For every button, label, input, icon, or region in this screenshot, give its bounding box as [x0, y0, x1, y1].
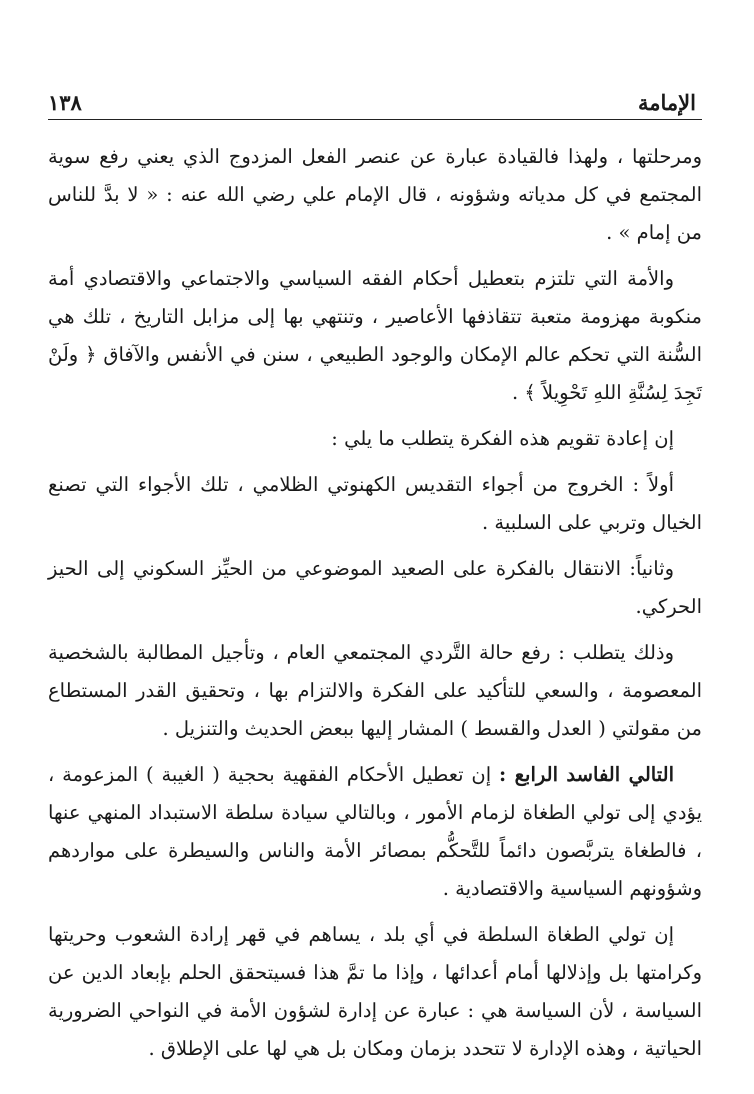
- paragraph-text: إن تعطيل الأحكام الفقهية بحجية ( الغيبة ) المزعومة ، يؤدي إلى تولي الطغاة لزمام الأمور ، وبالتالي سيادة سلطة الاستبداد المنهي عنها ، فالطغاة يتربَّصون دائماً للتَّحكُّم بمصائر الأمة والناس والسيطرة على مواردهم وشؤونهم السياسية والاقتصادية .: [48, 763, 702, 900]
- paragraph-7: [48, 756, 702, 908]
- paragraph-text: وثانياً: الانتقال بالفكرة على الصعيد الموضوعي من الحيِّز السكوني إلى الحيز الحركي.: [48, 557, 702, 618]
- book-page: [48, 0, 702, 1094]
- running-title: الإمامة: [638, 90, 696, 115]
- paragraph-text: والأمة التي تلتزم بتعطيل أحكام الفقه السياسي والاجتماعي والاقتصادي أمة منكوبة مهزومة متعبة تتقاذفها الأعاصير ، وتنتهي بها إلى مزابل التاريخ ، تلك هي السُّنة التي تحكم عالم الإمكان والوجود الطبيعي ، سنن في الأنفس والآفاق ﴿ ولَنْ تَجِدَ لِسُنَّةِ اللهِ تَحْوِيلاً ﴾ .: [48, 267, 702, 404]
- page-number: ١٣٨: [48, 90, 82, 115]
- paragraph-2: [48, 260, 702, 412]
- paragraph-4: [48, 466, 702, 542]
- body-text: [48, 138, 702, 1076]
- paragraph-text: ومرحلتها ، ولهذا فالقيادة عبارة عن عنصر الفعل المزدوج الذي يعني رفع سوية المجتمع في كل مدياته وشؤونه ، قال الإمام علي رضي الله عنه : « لا بدَّ للناس من إمام » .: [48, 145, 702, 244]
- paragraph-text: إن تولي الطغاة السلطة في أي بلد ، يساهم في قهر إرادة الشعوب وحريتها وكرامتها بل وإذلالها أمام أعدائها ، وإذا ما تمَّ هذا فسيتحقق الحلم بإبعاد الدين عن السياسة ، لأن السياسة هي : عبارة عن إدارة لشؤون الأمة في النواحي الضرورية الحياتية ، وهذه الإدارة لا تتحدد بزمان ومكان بل هي لها على الإطلاق .: [48, 923, 702, 1060]
- paragraph-text: أولاً : الخروج من أجواء التقديس الكهنوتي الظلامي ، تلك الأجواء التي تصنع الخيال وتربي على السلبية .: [48, 473, 702, 534]
- paragraph-1: [48, 138, 702, 252]
- paragraph-8: [48, 916, 702, 1068]
- paragraph-6: [48, 634, 702, 748]
- paragraph-5: [48, 550, 702, 626]
- section-lead: التالي الفاسد الرابع :: [499, 763, 674, 786]
- paragraph-text: وذلك يتطلب : رفع حالة التَّردي المجتمعي العام ، وتأجيل المطالبة بالشخصية المعصومة ، والسعي للتأكيد على الفكرة والالتزام بها ، وتحقيق القدر المستطاع من مقولتي ( العدل والقسط ) المشار إليها ببعض الحديث والتنزيل .: [48, 641, 703, 740]
- paragraph-text: إن إعادة تقويم هذه الفكرة يتطلب ما يلي :: [331, 427, 674, 450]
- paragraph-3: [48, 420, 702, 458]
- running-header: [48, 86, 702, 120]
